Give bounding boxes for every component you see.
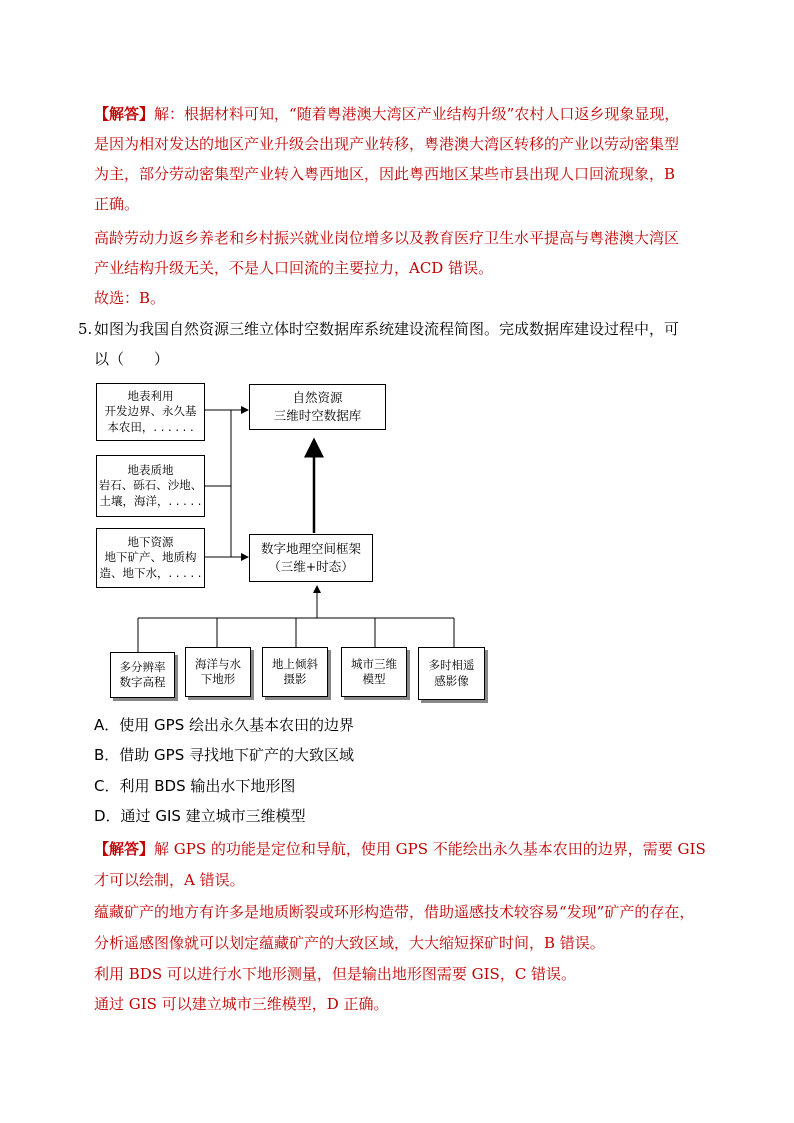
answer4-line-3: 为主，部分劳动密集型产业转入粤西地区，因此粤西地区某些市县出现人口回流现象，B xyxy=(94,165,676,183)
answer-label: 【解答】 xyxy=(94,105,155,123)
answer5-line-3: 蕴藏矿产的地方有许多是地质断裂或环形构造带，借助遥感技术较容易“发现”矿产的存在， xyxy=(94,903,695,921)
answer4-line-1: 【解答】解：根据材料可知，“随着粤港澳大湾区产业结构升级”农村人口返乡现象显现， xyxy=(94,105,680,123)
answer4-line-5: 高龄劳动力返乡养老和乡村振兴就业岗位增多以及教育医疗卫生水平提高与粤港澳大湾区 xyxy=(94,229,680,247)
answer5-line-6: 通过 GIS 可以建立城市三维模型，D 正确。 xyxy=(94,995,389,1013)
box-surface-texture: 地表质地 岩石、砾石、沙地、 土壤，海洋，. . . . . xyxy=(96,455,205,517)
question-stem-line-2: 以（ ） xyxy=(94,350,170,368)
box-city-3d-model: 城市三维 模型 xyxy=(341,647,407,697)
answer4-line-7: 故选：B。 xyxy=(94,289,166,307)
box-multi-resolution-elevation: 多分辨率 数字高程 xyxy=(110,652,175,698)
box-underground-resources: 地下资源 地下矿产、地质构 造、地下水，. . . . . xyxy=(96,528,205,588)
box-digital-geospatial-framework: 数字地理空间框架 （三维+时态） xyxy=(249,534,373,582)
answer4-line-2: 是因为相对发达的地区产业升级会出现产业转移，粤港澳大湾区转移的产业以劳动密集型 xyxy=(94,135,680,153)
box-oblique-photography: 地上倾斜 摄影 xyxy=(262,647,328,697)
option-d: D．通过 GIS 建立城市三维模型 xyxy=(94,807,306,825)
box-natural-resources-database: 自然资源 三维时空数据库 xyxy=(249,384,386,430)
option-c: C．利用 BDS 输出水下地形图 xyxy=(94,777,296,795)
answer4-line-4: 正确。 xyxy=(94,195,140,213)
answer5-line-1: 【解答】解 GPS 的功能是定位和导航，使用 GPS 不能绘出永久基本农田的边界，需要 GIS xyxy=(94,840,706,858)
answer5-line-2: 才可以绘制，A 错误。 xyxy=(94,871,245,889)
box-multi-temporal-remote-sensing: 多时相遥 感影像 xyxy=(418,647,485,700)
answer-label: 【解答】 xyxy=(94,840,155,858)
option-a: A．使用 GPS 绘出永久基本农田的边界 xyxy=(94,716,354,734)
answer4-line-6: 产业结构升级无关，不是人口回流的主要拉力，ACD 错误。 xyxy=(94,259,494,277)
box-ocean-underwater-terrain: 海洋与水 下地形 xyxy=(185,647,251,697)
answer5-line-5: 利用 BDS 可以进行水下地形测量，但是输出地形图需要 GIS，C 错误。 xyxy=(94,965,577,983)
question-stem-line-1: 如图为我国自然资源三维立体时空数据库系统建设流程简图。完成数据库建设过程中，可 xyxy=(94,320,680,338)
box-surface-use: 地表利用 开发边界、永久基 本农田，. . . . . . xyxy=(96,383,205,441)
question-number: 5. xyxy=(78,320,93,338)
answer5-line-4: 分析遥感图像就可以划定蕴藏矿产的大致区域，大大缩短探矿时间，B 错误。 xyxy=(94,934,605,952)
option-b: B．借助 GPS 寻找地下矿产的大致区域 xyxy=(94,746,355,764)
